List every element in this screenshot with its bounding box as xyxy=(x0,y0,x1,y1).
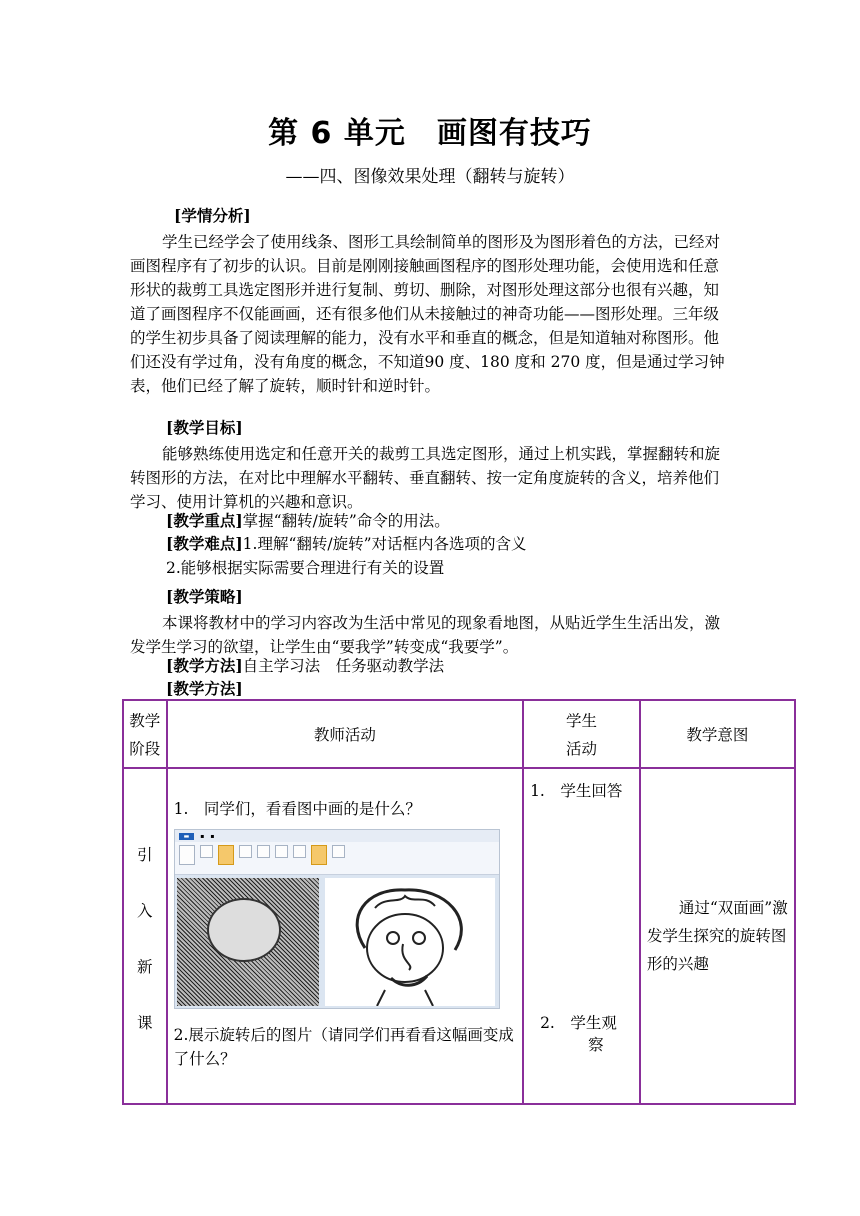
strategy-section xyxy=(130,585,730,659)
method-line xyxy=(130,654,730,678)
header-stage-line1: 教学 xyxy=(129,712,161,730)
header-stage xyxy=(123,700,167,768)
method-text: 自主学习法 任务驱动教学法 xyxy=(242,657,445,675)
difficulty-text-2: 2.能够根据实际需要合理进行有关的设置 xyxy=(166,559,445,577)
table-row xyxy=(123,768,795,1104)
pencil-icon xyxy=(275,845,288,858)
analysis-section xyxy=(130,204,730,398)
header-stage-line2: 阶段 xyxy=(129,740,161,758)
difficulty-heading: [教学难点] xyxy=(166,534,243,553)
teacher-question-2: 2.展示旋转后的图片（请同学们再看看这幅画变成了什么？ xyxy=(173,1026,514,1068)
student-activity-cell xyxy=(523,768,640,1104)
strategy-heading: [教学策略] xyxy=(166,587,243,606)
paint-canvas xyxy=(175,875,499,1008)
header-student xyxy=(523,700,640,768)
tab-marker-icon: ▪ xyxy=(200,832,205,840)
header-intent: 教学意图 xyxy=(640,700,795,768)
difficulty-text-1: 1.理解“翻转/旋转”对话框内各选项的含义 xyxy=(242,535,527,553)
lesson-table xyxy=(122,699,796,1105)
frog-image xyxy=(177,878,319,1006)
stage-char: 新 xyxy=(137,958,153,976)
header-student-line1: 学生 xyxy=(565,712,597,730)
student-answer-1: 1. 学生回答 xyxy=(530,782,623,800)
teacher-activity-cell xyxy=(167,768,523,1104)
file-tab-icon: ▬ xyxy=(179,833,195,840)
shapes-icon xyxy=(332,845,345,858)
table-header-row xyxy=(123,700,795,768)
rotate-icon xyxy=(257,845,270,858)
select-icon xyxy=(218,845,234,865)
header-student-line2: 活动 xyxy=(565,740,597,758)
text-icon xyxy=(293,845,306,858)
face-drawing xyxy=(325,878,495,1006)
crop-icon xyxy=(239,845,252,858)
key-point-heading: [教学重点] xyxy=(166,511,243,530)
analysis-heading: [学情分析] xyxy=(174,206,251,225)
student-answer-2 xyxy=(530,1011,633,1055)
student-answer-2-line2: 察 xyxy=(588,1036,604,1054)
paste-icon xyxy=(179,845,195,865)
key-point-text: 掌握“翻转/旋转”命令的用法。 xyxy=(242,512,450,530)
stage-char: 课 xyxy=(137,1014,153,1032)
goals-text: 能够熟练使用选定和任意开关的裁剪工具选定图形，通过上机实践，掌握翻转和旋转图形的方法，在对比中理解水平翻转、垂直翻转、按一定角度旋转的含义，培养他们学习、使用计算机的兴趣和意识。 xyxy=(130,445,721,511)
ribbon-tabs xyxy=(175,830,499,842)
student-answer-2-line1: 2. 学生观 xyxy=(540,1014,617,1032)
method2-line xyxy=(130,677,730,701)
key-point-line xyxy=(130,509,730,533)
teacher-question-1: 1. 同学们，看看图中画的是什么？ xyxy=(173,800,421,818)
difficulty-section xyxy=(130,532,730,580)
face-image xyxy=(325,878,495,1006)
goals-section xyxy=(130,416,730,514)
paint-screenshot xyxy=(174,829,500,1009)
brush-icon xyxy=(311,845,327,865)
page-title: 第 6 单元 画图有技巧 xyxy=(268,116,592,151)
page-subtitle: ——四、图像效果处理（翻转与旋转） xyxy=(285,167,575,187)
analysis-text: 学生已经学会了使用线条、图形工具绘制简单的图形及为图形着色的方法，已经对画图程序有了初步的认识。目前是刚刚接触画图程序的图形处理功能，会使用选和任意形状的裁剪工具选定图形并进行复制、剪切、删除，对图形处理这部分也很有兴趣，知道了画图程序不仅能画画，还有很多他们从未接触过的神奇功能——图形处理。三年级的学生初步具备了阅读理解的能力，没有水平和垂直的概念，但是知道轴对称图形。他们还没有学过角，没有角度的概念，不知道90 度、180 度和 270 度，但是通过学习钟表，他们已经了解了旋转，顺时针和逆时针。 xyxy=(130,233,725,395)
header-teacher: 教师活动 xyxy=(167,700,523,768)
stage-cell xyxy=(123,768,167,1104)
stage-char: 引 xyxy=(137,846,153,864)
frog-body xyxy=(207,898,281,962)
ribbon-tools xyxy=(175,842,499,868)
stage-text xyxy=(124,781,166,1091)
goals-heading: [教学目标] xyxy=(166,418,243,437)
stage-char: 入 xyxy=(137,902,153,920)
intent-cell xyxy=(640,768,795,1104)
method-heading: [教学方法] xyxy=(166,656,243,675)
strategy-text: 本课将教材中的学习内容改为生活中常见的现象看地图，从贴近学生生活出发，激发学生学习的欲望，让学生由“要我学”转变成“我要学”。 xyxy=(130,614,721,656)
paint-ribbon xyxy=(175,830,499,875)
method2-heading: [教学方法] xyxy=(166,679,243,698)
tab-marker-icon: ▪ xyxy=(210,832,215,840)
intent-text: 通过“双面画”激发学生探究的旋转图形的兴趣 xyxy=(646,899,788,973)
cut-icon xyxy=(200,845,213,858)
